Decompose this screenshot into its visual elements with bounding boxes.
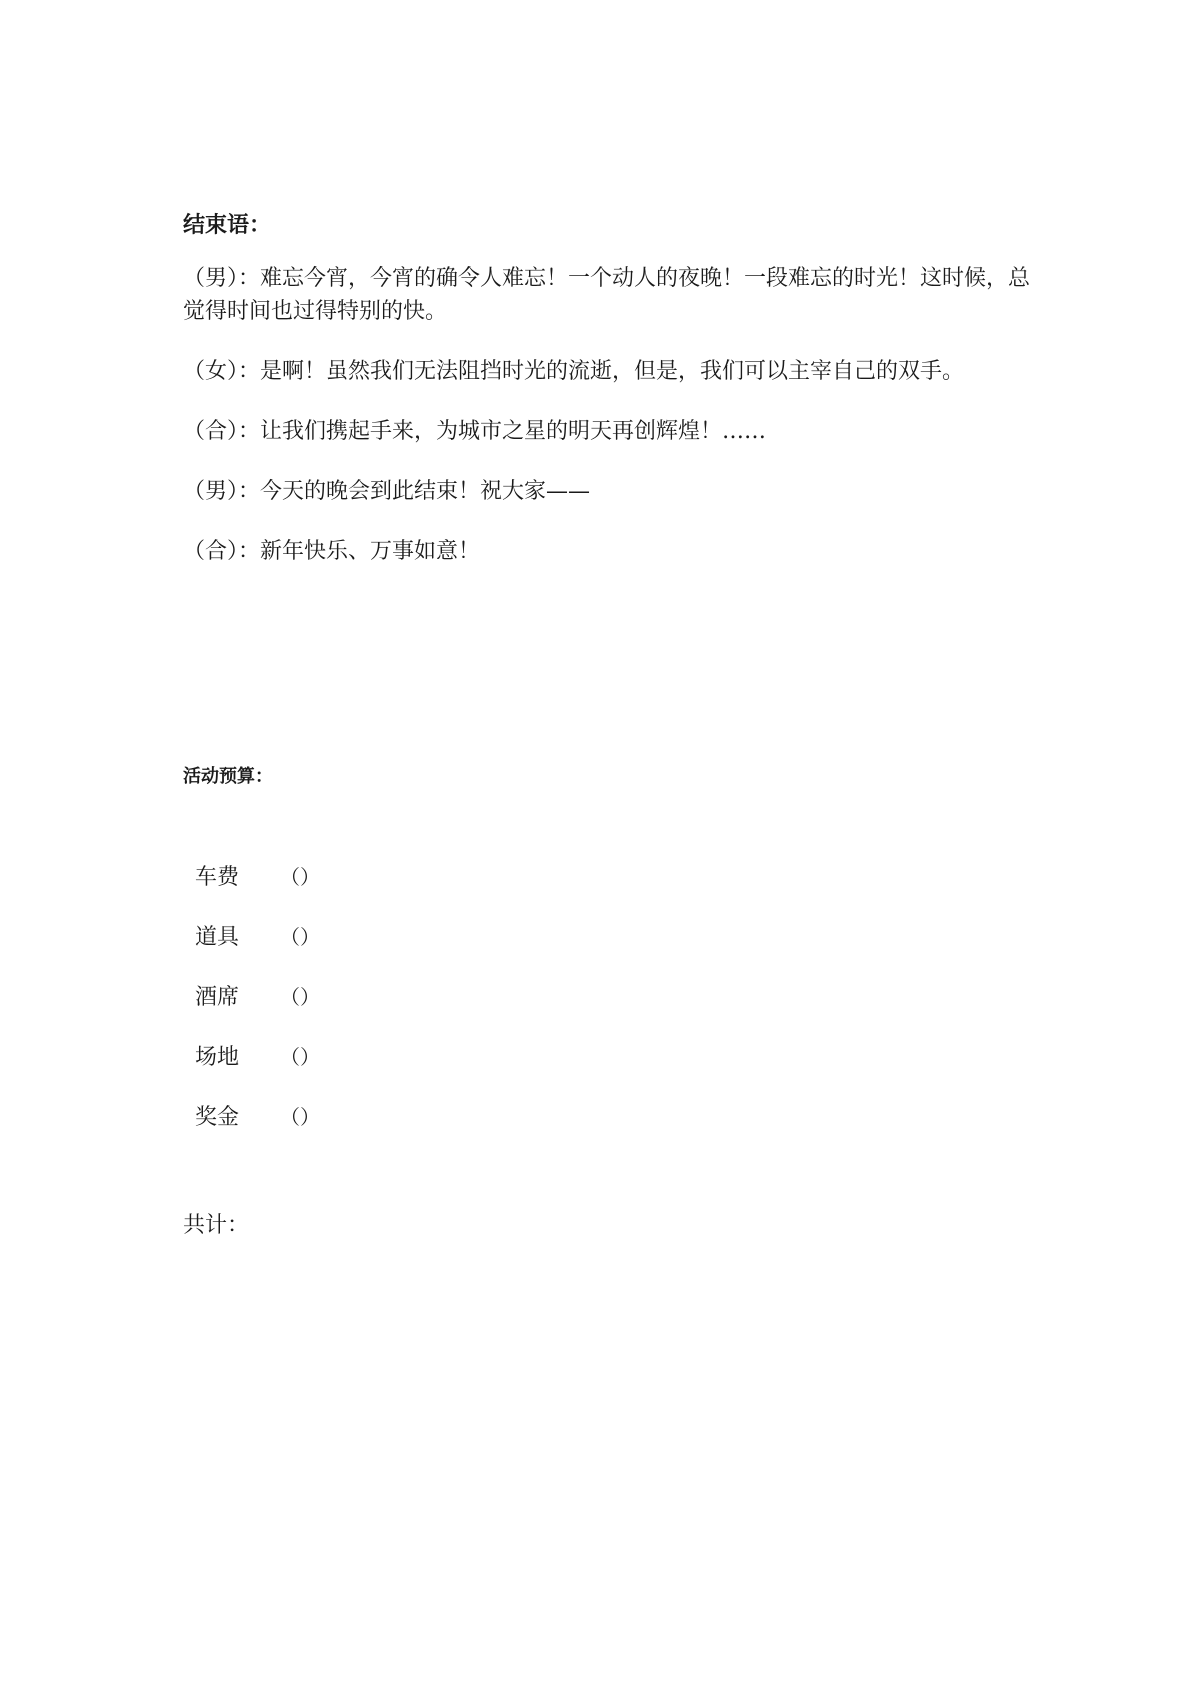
budget-item-label: 车费	[195, 864, 240, 890]
speaker-label: （合）：	[183, 539, 261, 564]
budget-item-amount: （）	[280, 924, 320, 949]
line-text: 让我们携起手来，为城市之星的明天再创辉煌！……	[260, 419, 767, 444]
closing-line-3	[183, 415, 1033, 448]
budget-item-label: 奖金	[195, 1104, 240, 1130]
budget-item	[195, 1085, 320, 1145]
budget-item	[195, 905, 320, 965]
budget-item	[195, 845, 320, 905]
budget-item-label: 场地	[195, 1044, 240, 1070]
budget-item-label: 酒席	[195, 984, 240, 1010]
closing-line-5	[183, 535, 1033, 568]
budget-item-amount: （）	[280, 864, 320, 889]
line-text: 今天的晚会到此结束！祝大家——	[260, 479, 591, 504]
budget-heading: 活动预算：	[183, 766, 273, 787]
line-text: 是啊！虽然我们无法阻挡时光的流逝，但是，我们可以主宰自己的双手。	[260, 359, 965, 384]
closing-line-4	[183, 475, 1033, 508]
budget-item-amount: （）	[280, 1044, 320, 1069]
closing-heading: 结束语：	[183, 213, 272, 238]
budget-list	[195, 845, 320, 1145]
speaker-label: （女）：	[183, 359, 261, 384]
speaker-label: （男）：	[183, 479, 261, 504]
budget-item-amount: （）	[280, 984, 320, 1009]
line-text: 难忘今宵，今宵的确令人难忘！一个动人的夜晚！一段难忘的时光！这时候，总觉得时间也过得特别的快。	[183, 266, 1031, 324]
closing-line-1	[183, 262, 1033, 328]
speaker-label: （合）：	[183, 419, 261, 444]
budget-item-amount: （）	[280, 1104, 320, 1129]
line-text: 新年快乐、万事如意！	[260, 539, 481, 564]
budget-item	[195, 965, 320, 1025]
budget-item	[195, 1025, 320, 1085]
speaker-label: （男）：	[183, 266, 261, 291]
budget-item-label: 道具	[195, 924, 240, 950]
budget-total-label: 共计：	[183, 1213, 250, 1238]
closing-line-2	[183, 355, 1033, 388]
